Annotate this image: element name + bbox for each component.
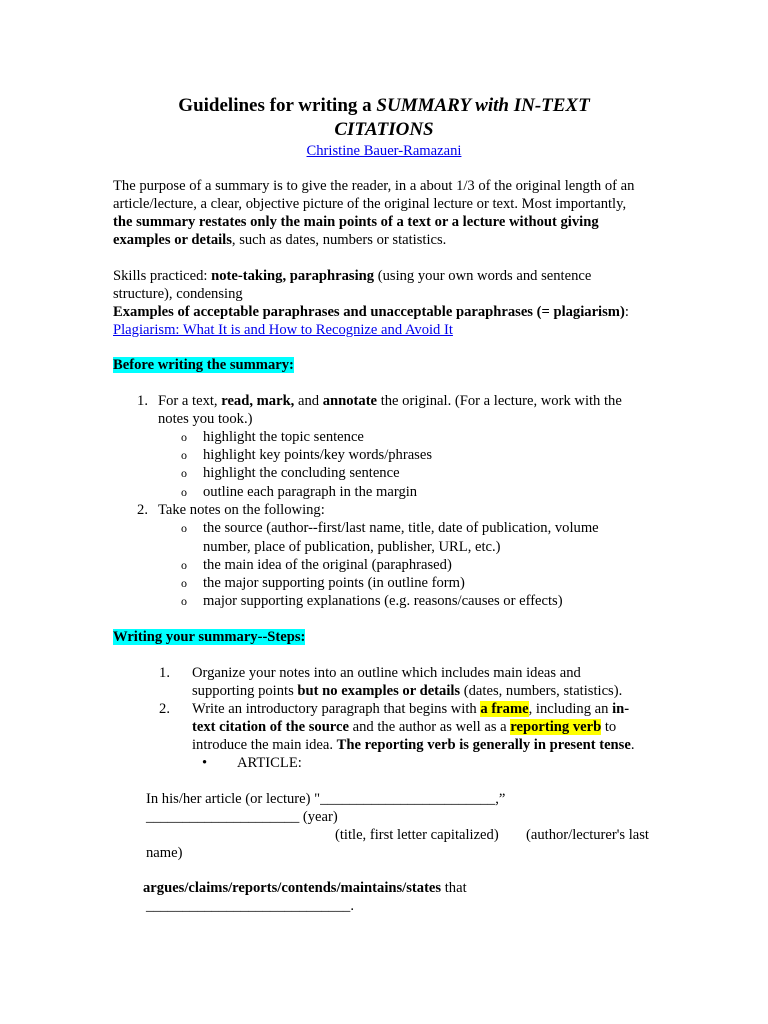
steps-heading: Writing your summary--Steps: bbox=[113, 629, 306, 645]
step-1-line-2: supporting points but no examples or details (dates, numbers, statistics). bbox=[192, 683, 623, 699]
step-1-line-1: Organize your notes into an outline which includes main ideas and bbox=[192, 665, 581, 681]
frame-title-hint: (title, first letter capitalized) bbox=[335, 827, 499, 843]
sub-bullet: o bbox=[181, 594, 187, 608]
sub-item: highlight the topic sentence bbox=[203, 429, 364, 445]
list-number: 1. bbox=[159, 665, 170, 681]
intro-line-3: the summary restates only the main points of a text or a lecture without giving bbox=[113, 214, 599, 230]
sub-bullet: o bbox=[181, 448, 187, 462]
sub-bullet: o bbox=[181, 576, 187, 590]
sub-item: outline each paragraph in the margin bbox=[203, 484, 418, 500]
sub-item: the major supporting points (in outline form) bbox=[203, 575, 465, 591]
article-bullet: • bbox=[202, 755, 208, 771]
sub-item-cont: number, place of publication, publisher, URL, etc.) bbox=[203, 539, 501, 555]
author-link[interactable]: Christine Bauer-Ramazani bbox=[306, 143, 462, 159]
before-item-1-line-1: For a text, read, mark, and annotate the original. (For a lecture, work with the bbox=[158, 393, 622, 409]
sub-bullet: o bbox=[181, 430, 187, 444]
article-label: ARTICLE: bbox=[237, 755, 302, 771]
list-number: 2. bbox=[137, 502, 148, 518]
step-2-line-3: introduce the main idea. The reporting verb is generally in present tense. bbox=[192, 737, 635, 753]
sub-item: the main idea of the original (paraphrased) bbox=[203, 557, 452, 573]
sub-bullet: o bbox=[181, 521, 187, 535]
reporting-verbs: argues/claims/reports/contends/maintains/states that bbox=[143, 880, 467, 896]
sub-item: highlight key points/key words/phrases bbox=[203, 447, 433, 463]
frame-blank: ____________________________. bbox=[146, 898, 354, 914]
intro-line-2: article/lecture, a clear, objective picture of the original lecture or text. Most importantly, bbox=[113, 196, 627, 212]
sub-item: highlight the concluding sentence bbox=[203, 465, 400, 481]
frame-author-hint: (author/lecturer's last bbox=[526, 827, 649, 843]
skills-line-2: structure), condensing bbox=[113, 286, 243, 302]
step-2-line-1: Write an introductory paragraph that begins with a frame, including an in- bbox=[192, 701, 630, 717]
document-title-line2: CITATIONS bbox=[334, 119, 434, 140]
sub-item: major supporting explanations (e.g. reasons/causes or effects) bbox=[203, 593, 563, 609]
sub-bullet: o bbox=[181, 558, 187, 572]
sub-bullet: o bbox=[181, 466, 187, 480]
examples-line: Examples of acceptable paraphrases and unacceptable paraphrases (= plagiarism): bbox=[113, 304, 629, 320]
frame-line-1: In his/her article (or lecture) "________________________,” bbox=[146, 791, 506, 807]
frame-line-2: _____________________ (year) bbox=[146, 809, 338, 825]
skills-line-1: Skills practiced: note-taking, paraphrasing (using your own words and sentence bbox=[113, 268, 592, 284]
frame-line-4: name) bbox=[146, 845, 183, 861]
list-number: 1. bbox=[137, 393, 148, 409]
plagiarism-link[interactable]: Plagiarism: What It is and How to Recognize and Avoid It bbox=[113, 322, 453, 338]
sub-item: the source (author--first/last name, title, date of publication, volume bbox=[203, 520, 599, 536]
intro-line-4: examples or details, such as dates, numbers or statistics. bbox=[113, 232, 447, 248]
document-title: Guidelines for writing a SUMMARY with IN-TEXT bbox=[178, 95, 590, 116]
sub-bullet: o bbox=[181, 485, 187, 499]
plagiarism-link-row bbox=[113, 321, 453, 339]
before-heading: Before writing the summary: bbox=[113, 357, 294, 373]
list-number: 2. bbox=[159, 701, 170, 717]
before-item-2: Take notes on the following: bbox=[158, 502, 325, 518]
intro-line-1: The purpose of a summary is to give the reader, in a about 1/3 of the original length of an bbox=[113, 178, 635, 194]
author-link-row bbox=[0, 142, 768, 160]
step-2-line-2: text citation of the source and the author as well as a reporting verb to bbox=[192, 719, 617, 735]
before-item-1-line-2: notes you took.) bbox=[158, 411, 253, 427]
